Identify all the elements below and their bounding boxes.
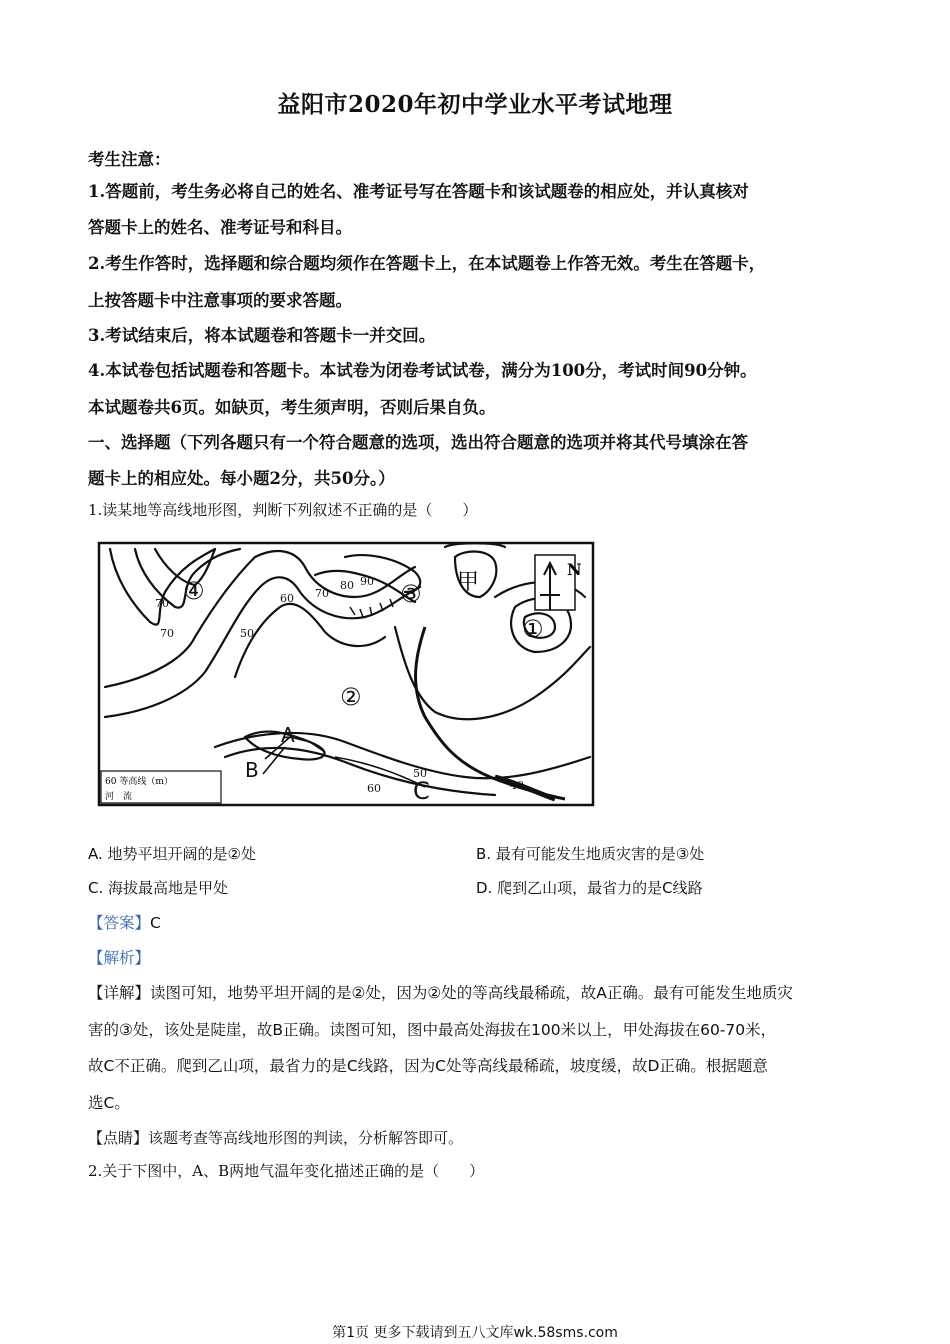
contour-label-70: 70 (155, 597, 169, 610)
dianjing-line: 【点睛】该题考查等高线地形图的判读，分析解答即可。 (88, 1129, 464, 1147)
site-1-label: ① (522, 615, 544, 643)
contour-label-40: 40 (510, 779, 524, 792)
detail-line-3: 故C不正确。爬到乙山项，最省力的是C线路，因为C处等高线最稀疏，坡度缓，故D正确。根据题意 (88, 1057, 768, 1075)
contour-label-90: 90 (360, 575, 374, 588)
detail-line-4: 选C。 (88, 1094, 130, 1112)
site-4-label: ④ (183, 577, 205, 605)
option-b: B. 最有可能发生地质灾害的是③处 (476, 845, 705, 863)
site-3-label: ③ (400, 580, 422, 608)
notice-line-2: 答题卡上的姓名、准考证号和科目。 (88, 218, 352, 237)
option-a: A. 地势平坦开阔的是②处 (88, 845, 256, 863)
answer-tag: 【答案】 (88, 914, 151, 932)
question-2-stem: 2.关于下图中，A、B两地气温年变化描述正确的是（ ） (88, 1162, 485, 1180)
notice-line-7: 本试题卷共6页。如缺页，考生须声明，否则后果自负。 (88, 398, 496, 417)
contour-label-60c: 60 (367, 782, 381, 795)
section-heading-line-2: 题卡上的相应处。每小题2分，共50分。） (88, 469, 395, 488)
contour-map (95, 537, 595, 807)
contour-label-70b: 70 (315, 587, 329, 600)
detail-line-2: 害的③处，该处是陡崖，故B正确。读图可知，图中最高处海拔在100米以上，甲处海拔在60-70米， (88, 1021, 777, 1039)
contour-label-60b: 60 (280, 592, 294, 605)
notice-line-3: 2.考生作答时，选择题和综合题均须作在答题卡上，在本试题卷上作答无效。考生在答题卡， (88, 254, 766, 273)
contour-label-50b: 50 (413, 767, 427, 780)
answer-line (88, 911, 161, 933)
site-2-label: ② (340, 683, 362, 711)
page-title: 益阳市2020年初中学业水平考试地理 (277, 91, 673, 118)
option-c: C. 海拔最高地是甲处 (88, 879, 229, 897)
jia-label: 甲 (457, 570, 480, 595)
section-heading-line-1: 一、选择题（下列各题只有一个符合题意的选项，选出符合题意的选项并将其代号填涂在答 (88, 433, 748, 452)
route-b-label: B (245, 758, 259, 782)
page-footer: 第1页 更多下载请到五八文库wk.58sms.com (332, 1325, 618, 1341)
north-label: N (567, 560, 582, 579)
contour-label-50: 50 (240, 627, 254, 640)
notice-line-1: 1.答题前，考生务必将自己的姓名、准考证号写在答题卡和该试题卷的相应处，并认真核对 (88, 182, 749, 201)
question-1-stem: 1.读某地等高线地形图，判断下列叙述不正确的是（ ） (88, 501, 478, 519)
notice-line-6: 4.本试卷包括试题卷和答题卡。本试卷为闭卷考试试卷，满分为100分，考试时间90分钟。 (88, 361, 757, 380)
detail-line-1: 【详解】读图可知，地势平坦开阔的是②处，因为②处的等高线最稀疏，故A正确。最有可能发生地质灾 (88, 984, 793, 1002)
notice-heading: 考生注意： (88, 150, 171, 169)
contour-label-60: 70 (160, 627, 174, 640)
option-d: D. 爬到乙山项，最省力的是C线路 (476, 879, 703, 897)
notice-line-5: 3.考试结束后，将本试题卷和答题卡一并交回。 (88, 326, 436, 345)
notice-line-4: 上按答题卡中注意事项的要求答题。 (88, 291, 352, 310)
route-a-label: A (281, 723, 295, 747)
legend-contour: 60 等高线（m） (105, 777, 173, 787)
analysis-tag: 【解析】 (88, 949, 151, 967)
route-c-label: C (413, 777, 430, 805)
legend-river: 河 流 (105, 792, 133, 802)
contour-label-80: 80 (340, 579, 354, 592)
answer-value: C (150, 914, 161, 932)
